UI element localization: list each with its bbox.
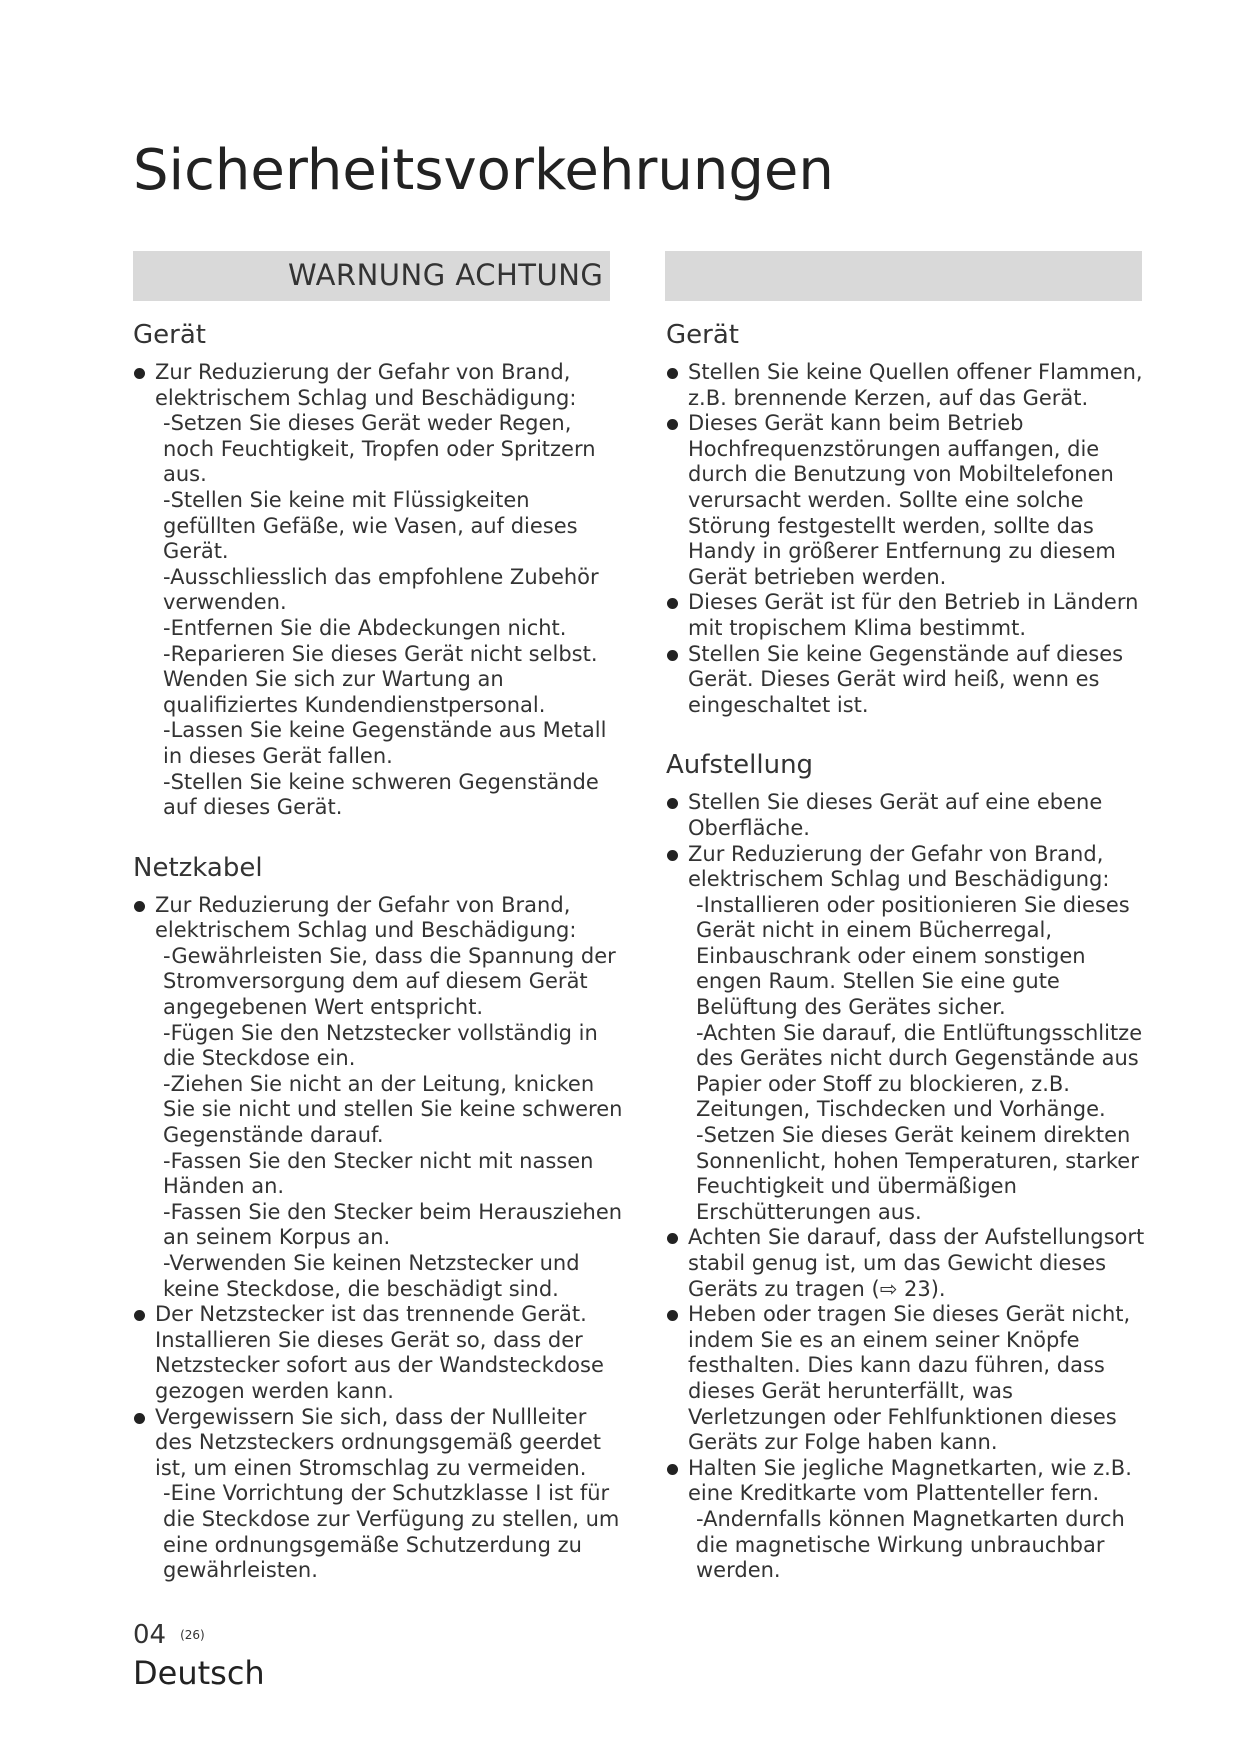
bullet-icon — [667, 1310, 678, 1321]
list-item: Zur Reduzierung der Gefahr von Brand, elektrischem Schlag und Beschädigung: -Installieren oder positionieren Sie dieses Gerät nicht in einem Bücherregal, Einbauschrank oder einem sonstigen engen Raum. Stellen Sie eine gute Belüftung des Gerätes sicher. -Achten Sie darauf, die Entlüftungsschlitze des Gerätes nicht durch Gegenstände aus Papier oder Stoff zu blockieren, z.B. Zeitungen, Tischdecken und Vorhänge. -Setzen Sie dieses Gerät keinem direkten Sonnenlicht, hohen Temperaturen, starker Feuchtigkeit und übermäßigen Erschütterungen aus. — [666, 842, 1156, 1226]
list-item: Der Netzstecker ist das trennende Gerät. Installieren Sie dieses Gerät so, dass der Netzstecker sofort aus der Wandsteckdose gezogen werden kann. — [133, 1302, 623, 1404]
sub-item: -Stellen Sie keine schweren Gegenstände auf dieses Gerät. — [163, 769, 599, 820]
list-item: Stellen Sie dieses Gerät auf eine ebene Oberfläche. — [666, 790, 1156, 841]
bullet-icon — [667, 850, 678, 861]
bullet-icon — [667, 1464, 678, 1475]
section-heading-geraet-left: Gerät — [133, 320, 206, 350]
bullet-icon — [667, 368, 678, 379]
sub-item: -Fassen Sie den Stecker nicht mit nassen Händen an. — [163, 1148, 594, 1199]
sub-item: -Fassen Sie den Stecker beim Herausziehen an seinem Korpus an. — [163, 1199, 623, 1250]
sub-item: -Ausschliesslich das empfohlene Zubehör verwenden. — [163, 564, 599, 615]
sub-item: -Installieren oder positionieren Sie dieses Gerät nicht in einem Bücherregal, Einbauschrank oder einem sonstigen engen Raum. Stellen Sie eine gute Belüftung des Gerätes sicher. — [696, 892, 1130, 1020]
sub-item: -Lassen Sie keine Gegenstände aus Metall in dieses Gerät fallen. — [163, 718, 607, 768]
warning-banner-label: WARNUNG ACHTUNG — [288, 258, 604, 292]
sub-item: -Achten Sie darauf, die Entlüftungsschlitze des Gerätes nicht durch Gegenstände aus Papier oder Stoff zu blockieren, z.B. Zeitungen, Tischdecken und Vorhänge. — [696, 1020, 1143, 1122]
sub-item: -Eine Vorrichtung der Schutzklasse I ist für die Steckdose zur Verfügung zu stellen, um eine ordnungsgemäße Schutzerdung zu gewährleisten. — [163, 1481, 620, 1583]
list-item: Stellen Sie keine Gegenstände auf dieses Gerät. Dieses Gerät wird heiß, wenn es eingeschaltet ist. — [666, 642, 1156, 719]
section-heading-aufstellung: Aufstellung — [666, 750, 814, 781]
language-label: Deutsch — [133, 1654, 265, 1692]
sub-item: -Ziehen Sie nicht an der Leitung, knicken Sie sie nicht und stellen Sie keine schweren Gegenstände darauf. — [163, 1071, 623, 1148]
bullet-icon — [667, 1233, 678, 1244]
list-item: Dieses Gerät ist für den Betrieb in Ländern mit tropischem Klima bestimmt. — [666, 590, 1156, 641]
list-item: Vergewissern Sie sich, dass der Nullleiter des Netzsteckers ordnungsgemäß geerdet ist, um einen Stromschlag zu vermeiden. -Eine Vorrichtung der Schutzklasse I ist für die Steckdose zur Verfügung zu stellen, um eine ordnungsgemäße Schutzerdung zu gewährleisten. — [133, 1405, 623, 1584]
list-item: Zur Reduzierung der Gefahr von Brand, elektrischem Schlag und Beschädigung: -Gewährleisten Sie, dass die Spannung der Stromversorgung dem auf diesem Gerät angegebenen Wert entspricht. -Fügen Sie den Netzstecker vollständig in die Steckdose ein. -Ziehen Sie nicht an der Leitung, knicken Sie sie nicht und stellen Sie keine schweren Gegenstände darauf. -Fassen Sie den Stecker nicht mit nassen Händen an. -Fassen Sie den Stecker beim Herausziehen an seinem Korpus an. -Verwenden Sie keinen Netzstecker und keine Steckdose, die beschädigt sind. — [133, 893, 623, 1303]
bullet-icon — [667, 650, 678, 661]
bullet-icon — [667, 598, 678, 609]
list-item: Stellen Sie keine Quellen offener Flammen, z.B. brennende Kerzen, auf das Gerät. — [666, 360, 1156, 411]
bullet-icon — [667, 419, 678, 430]
geraet-right-list — [666, 360, 1156, 718]
sub-item: -Verwenden Sie keinen Netzstecker und keine Steckdose, die beschädigt sind. — [163, 1251, 580, 1301]
bullet-icon — [134, 1413, 145, 1424]
sub-item: -Fügen Sie den Netzstecker vollständig in die Steckdose ein. — [163, 1020, 598, 1071]
page-reference: (26) — [180, 1628, 205, 1642]
right-column — [666, 318, 1156, 1584]
page-number: 04 (26) — [133, 1620, 205, 1650]
page-title: Sicherheitsvorkehrungen — [133, 138, 834, 203]
list-item: Dieses Gerät kann beim Betrieb Hochfrequenzstörungen auffangen, die durch die Benutzung von Mobiltelefonen verursacht werden. Sollte eine solche Störung festgestellt werden, sollte das Handy in größerer Entfernung zu diesem Gerät betrieben werden. — [666, 411, 1156, 590]
section-heading-geraet-right: Gerät — [666, 320, 739, 350]
bullet-icon — [134, 368, 145, 379]
bullet-icon — [134, 901, 145, 912]
sub-item: -Setzen Sie dieses Gerät keinem direkten Sonnenlicht, hohen Temperaturen, starker Feuchtigkeit und übermäßigen Erschütterungen aus. — [696, 1123, 1139, 1224]
warning-banner-right — [665, 251, 1142, 301]
sub-item: -Reparieren Sie dieses Gerät nicht selbst. Wenden Sie sich zur Wartung an qualifiziertes Kundendienstpersonal. — [163, 641, 598, 717]
list-item: Achten Sie darauf, dass der Aufstellungsort stabil genug ist, um das Gewicht dieses Geräts zu tragen (⇨ 23). — [666, 1225, 1156, 1302]
sub-item: -Andernfalls können Magnetkarten durch die magnetische Wirkung unbrauchbar werden. — [696, 1506, 1125, 1583]
sub-item: -Gewährleisten Sie, dass die Spannung der Stromversorgung dem auf diesem Gerät angegebenen Wert entspricht. — [163, 943, 616, 1020]
bullet-icon — [667, 798, 678, 809]
netzkabel-list — [133, 893, 623, 1584]
left-column — [133, 318, 623, 1584]
section-heading-netzkabel: Netzkabel — [133, 852, 263, 883]
list-item: Halten Sie jegliche Magnetkarten, wie z.B. eine Kreditkarte vom Plattenteller fern. -Andernfalls können Magnetkarten durch die magnetische Wirkung unbrauchbar werden. — [666, 1456, 1156, 1584]
sub-item: -Stellen Sie keine mit Flüssigkeiten gefüllten Gefäße, wie Vasen, auf dieses Gerät. — [163, 487, 578, 564]
sub-item: -Setzen Sie dieses Gerät weder Regen, noch Feuchtigkeit, Tropfen oder Spritzern aus. — [163, 411, 596, 487]
list-item: Heben oder tragen Sie dieses Gerät nicht, indem Sie es an einem seiner Knöpfe festhalten. Dies kann dazu führen, dass dieses Gerät herunterfällt, was Verletzungen oder Fehlfunktionen dieses Geräts zur Folge haben kann. — [666, 1302, 1156, 1456]
bullet-icon — [134, 1310, 145, 1321]
geraet-left-list — [133, 360, 623, 821]
aufstellung-list — [666, 790, 1156, 1583]
list-item: Zur Reduzierung der Gefahr von Brand, elektrischem Schlag und Beschädigung: -Setzen Sie dieses Gerät weder Regen, noch Feuchtigkeit, Tropfen oder Spritzern aus. -Stellen Sie keine mit Flüssigkeiten gefüllten Gefäße, wie Vasen, auf dieses Gerät. -Ausschliesslich das empfohlene Zubehör verwenden. -Entfernen Sie die Abdeckungen nicht. -Reparieren Sie dieses Gerät nicht selbst. Wenden Sie sich zur Wartung an qualifiziertes Kundendienstpersonal. -Lassen Sie keine Gegenstände aus Metall in dieses Gerät fallen. -Stellen Sie keine schweren Gegenstände auf dieses Gerät. — [133, 360, 623, 821]
sub-item: -Entfernen Sie die Abdeckungen nicht. — [163, 615, 567, 640]
